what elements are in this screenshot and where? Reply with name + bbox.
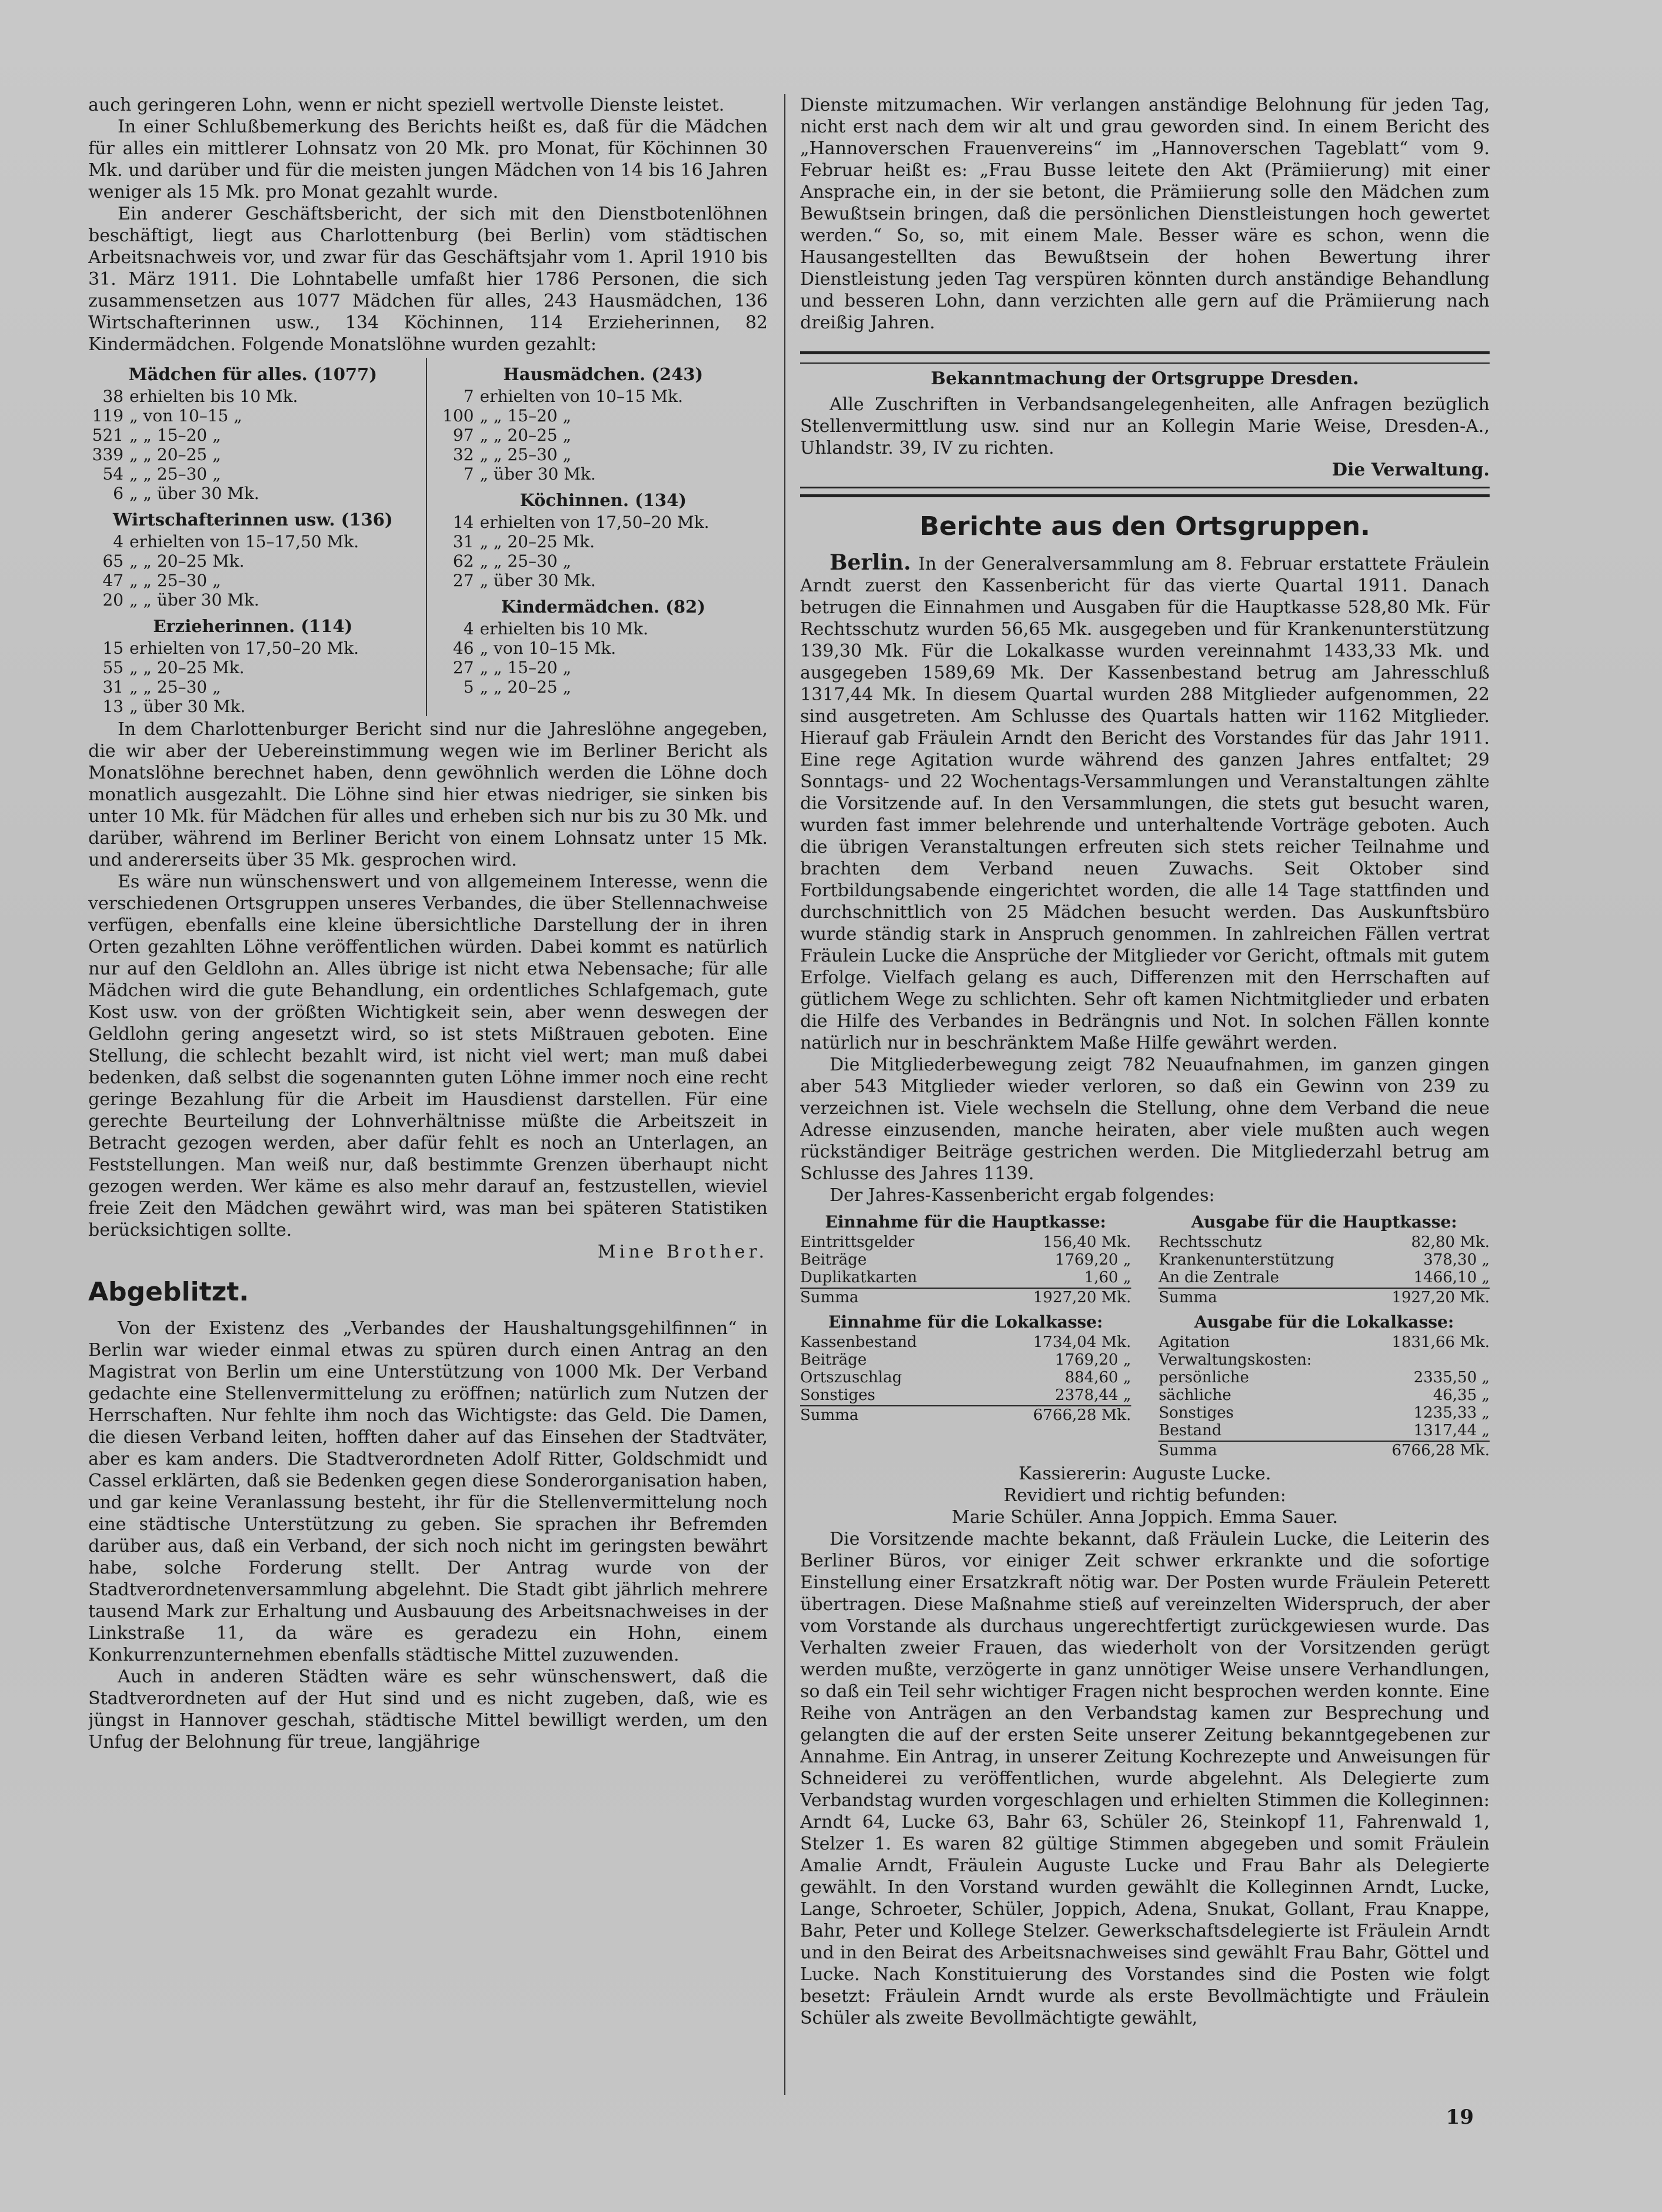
row-text: „ über 30 Mk. xyxy=(479,464,596,484)
right-column xyxy=(800,94,1490,2113)
table-rows xyxy=(88,532,418,610)
row-count: 7 xyxy=(463,464,474,484)
cash-amount: 884,60 „ xyxy=(1064,1369,1131,1386)
paragraph: In dem Charlottenburger Bericht sind nur die Jahreslöhne angegeben, die wir aber der Uebereinstimmung wegen wie im Berliner Bericht als Monatslöhne berechnet haben, denn gewöhnlich werden die Löhne doch monatlich ausgezahlt. Die Löhne sind hier etwas niedriger, sie sinken bis unter 10 Mk. für Mädchen für alles und erheben sich nur bis zu 30 Mk. und darüber, während im Berliner Bericht von einem Lohnsatz unter 15 Mk. und andererseits über 35 Mk. gesprochen wird. xyxy=(88,719,768,870)
page-number: 19 xyxy=(1445,2105,1474,2129)
table-row xyxy=(439,638,768,658)
row-text: „ „ 15–20 „ xyxy=(479,406,571,425)
cash-row xyxy=(800,1233,1131,1251)
cash-item: persönliche xyxy=(1158,1369,1249,1386)
city-heading: Berlin. xyxy=(830,550,911,575)
cash-row xyxy=(800,1351,1131,1369)
table-rows xyxy=(439,513,768,590)
table-row xyxy=(439,445,768,464)
cash-rows xyxy=(800,1333,1131,1404)
table-rows xyxy=(439,619,768,697)
table-heading: Köchinnen. (134) xyxy=(519,490,687,510)
table-row xyxy=(439,532,768,551)
table-heading: Erzieherinnen. (114) xyxy=(153,616,353,636)
cash-amount: 1769,20 „ xyxy=(1055,1251,1131,1269)
cash-row xyxy=(1158,1369,1490,1386)
row-count: 38 xyxy=(102,387,124,406)
row-count: 27 xyxy=(452,658,474,677)
table-row xyxy=(88,551,418,571)
row-text: „ „ 15–20 „ xyxy=(129,425,221,445)
notice-title: Bekanntmachung der Ortsgruppe Dresden. xyxy=(931,368,1359,389)
cash-row xyxy=(800,1386,1131,1404)
row-text: „ „ 25–30 „ xyxy=(479,551,571,571)
table-rows xyxy=(88,387,418,503)
paragraph: Auch in anderen Städten wäre es sehr wünschenswert, daß die Stadtverordneten auf der Hut sind und es nicht zugeben, daß, wie es jüngst in Hannover geschah, städtische Mittel bewilligt werden, um den Unfug der Belohnung für treue, langjährige xyxy=(88,1667,768,1752)
auditor-names: Marie Schüler. Anna Joppich. Emma Sauer. xyxy=(951,1507,1338,1528)
row-text: „ „ 15–20 „ xyxy=(479,658,571,677)
cash-amount: 1831,66 Mk. xyxy=(1391,1333,1490,1351)
notice-body: Alle Zuschriften in Verbandsangelegenheiten, alle Anfragen bezüglich Stellenvermittlung usw. sind nur an Kollegin Marie Weise, Dresden-A., Uhlandstr. 39, IV zu richten. xyxy=(800,394,1490,458)
row-count: 4 xyxy=(113,532,124,551)
cash-item: Krankenunterstützung xyxy=(1158,1251,1335,1269)
cash-item: Agitation xyxy=(1158,1333,1230,1351)
table-heading: Mädchen für alles. (1077) xyxy=(128,364,377,384)
cash-item: Beiträge xyxy=(800,1351,867,1369)
paragraph: Dienste mitzumachen. Wir verlangen anständige Belohnung für jeden Tag, nicht erst nach dem wir alt und grau geworden sind. In einem Bericht des „Hannoverschen Frauenvereins“ im „Hannoverschen Tageblatt“ vom 9. Februar heißt es: „Frau Busse leitete den Akt (Prämiierung) mit einer Ansprache ein, in der sie betont, die Prämiierung solle den Mädchen zum Bewußtsein bringen, daß die persönlichen Dienstleistungen hoch gewertet werden.“ So, so, mit einem Male. Besser wäre es schon, wenn die Hausangestellten das Bewußtsein der hohen Bewertung ihrer Dienstleistung jeden Tag verspüren könnten durch anständige Behandlung und besseren Lohn, dann verzichten alle gern auf die Prämiierung nach dreißig Jahren. xyxy=(800,95,1490,333)
sum-label: Summa xyxy=(800,1406,859,1424)
table-row xyxy=(88,464,418,484)
row-count: 46 xyxy=(452,638,474,658)
cash-report-local xyxy=(800,1310,1490,1459)
wage-table-left xyxy=(88,358,427,716)
table-row xyxy=(88,697,418,716)
column-divider xyxy=(784,94,785,2095)
cash-amount: 1734,04 Mk. xyxy=(1033,1333,1131,1351)
sum-label: Summa xyxy=(1158,1289,1217,1306)
row-count: 7 xyxy=(463,387,474,406)
table-rows xyxy=(88,638,418,716)
wage-table xyxy=(88,358,768,716)
table-row xyxy=(439,464,768,484)
row-count: 6 xyxy=(113,484,124,503)
table-heading: Ausgabe für die Hauptkasse: xyxy=(1191,1212,1457,1232)
cash-item: Sonstiges xyxy=(800,1386,875,1404)
row-count: 32 xyxy=(452,445,474,464)
row-count: 97 xyxy=(452,425,474,445)
table-heading: Ausgabe für die Lokalkasse: xyxy=(1194,1312,1454,1332)
row-count: 62 xyxy=(452,551,474,571)
sum-label: Summa xyxy=(800,1289,859,1306)
cash-amount: 2335,50 „ xyxy=(1413,1369,1490,1386)
row-text: „ „ 20–25 Mk. xyxy=(129,658,245,677)
cash-item: Kassenbestand xyxy=(800,1333,917,1351)
row-count: 47 xyxy=(102,571,124,590)
paragraph: In einer Schlußbemerkung des Berichts heißt es, daß für die Mädchen für alles ein mittlerer Lohnsatz von 20 Mk. pro Monat, für Köchinnen 30 Mk. und darüber und für die meisten jungen Mädchen von 14 bis 16 Jahren weniger als 15 Mk. pro Monat gezahlt wurde. xyxy=(88,117,768,202)
table-heading: Wirtschafterinnen usw. (136) xyxy=(112,510,393,530)
table-rows xyxy=(439,387,768,484)
row-count: 100 xyxy=(442,406,474,425)
table-heading: Einnahme für die Hauptkasse: xyxy=(825,1212,1107,1232)
cash-item: sächliche xyxy=(1158,1386,1231,1404)
cash-row xyxy=(1158,1422,1490,1439)
cash-rows xyxy=(1158,1333,1490,1439)
table-row xyxy=(88,658,418,677)
sum-amount: 6766,28 Mk. xyxy=(1391,1442,1490,1459)
cash-item: Bestand xyxy=(1158,1422,1222,1439)
cash-item: An die Zentrale xyxy=(1158,1269,1280,1286)
row-text: „ „ über 30 Mk. xyxy=(129,484,259,503)
row-count: 20 xyxy=(102,590,124,610)
cash-amount xyxy=(1390,1351,1490,1369)
table-heading: Hausmädchen. (243) xyxy=(503,364,704,384)
row-text: „ von 10–15 „ xyxy=(129,406,242,425)
table-row xyxy=(88,590,418,610)
sum-label: Summa xyxy=(1158,1442,1217,1459)
row-text: erhielten von 17,50–20 Mk. xyxy=(129,638,359,658)
row-text: „ „ über 30 Mk. xyxy=(129,590,259,610)
row-count: 27 xyxy=(452,571,474,590)
expense-local xyxy=(1158,1310,1490,1459)
sum-amount: 1927,20 Mk. xyxy=(1391,1289,1490,1306)
table-heading: Einnahme für die Lokalkasse: xyxy=(828,1312,1103,1332)
cash-row xyxy=(1158,1386,1490,1404)
cash-sum xyxy=(800,1288,1131,1306)
table-row xyxy=(439,658,768,677)
table-heading: Kindermädchen. (82) xyxy=(501,597,705,617)
cash-row xyxy=(1158,1251,1490,1269)
paragraph: In der Generalversammlung am 8. Februar erstattete Fräulein Arndt zuerst den Kassenbericht für das vierte Quartal 1911. Danach betrugen die Einnahmen und Ausgaben für die Hauptkasse 528,80 Mk. Für Rechtsschutz wurden 56,65 Mk. ausgegeben und für Krankenunterstützung 139,30 Mk. Für die Lokalkasse wurden vereinnahmt 1433,33 Mk. und ausgegeben 1589,69 Mk. Der Kassenbestand betrug am Jahresschluß 1317,44 Mk. In diesem Quartal wurden 288 Mitglieder aufgenommen, 22 sind ausgetreten. Am Schlusse des Quartals hatten wir 1162 Mitglieder. Hierauf gab Fräulein Arndt den Bericht des Vorstandes für das Jahr 1911. Eine rege Agitation wurde während des ganzen Jahres entfaltet; 29 Sonntags- und 22 Wochentags-Versammlungen und Veranstaltungen zählte die Vorsitzende auf. In den Versammlungen, die stets gut besucht waren, wurden fast immer belehrende und unterhaltende Vorträge geboten. Auch die übrigen Veranstaltungen erfreuten sich stets reicher Teilnahme und brachten dem Verband neuen Zuwachs. Seit Oktober sind Fortbildungsabende eingerichtet worden, die alle 14 Tage stattfinden und durchschnittlich von 25 Mädchen besucht werden. Das Auskunftsbüro wurde ständig stark in Anspruch genommen. In zahlreichen Fällen vertrat Fräulein Lucke die Ansprüche der Mitglieder vor Gericht, oftmals mit gutem Erfolge. Vielfach gelang es auch, Differenzen mit den Herrschaften auf gütlichem Wege zu schlichten. Sehr oft kamen Nichtmitglieder und erbaten die Hilfe des Verbandes in Bedrängnis und Not. In solchen Fällen konnte natürlich nur in beschränktem Maße Hilfe gewährt werden. xyxy=(800,554,1490,1053)
table-row xyxy=(439,387,768,406)
row-count: 119 xyxy=(92,406,124,425)
row-text: „ über 30 Mk. xyxy=(479,571,596,590)
sum-amount: 1927,20 Mk. xyxy=(1033,1289,1131,1306)
table-row xyxy=(439,406,768,425)
cash-row xyxy=(800,1369,1131,1386)
cash-row xyxy=(1158,1269,1490,1286)
treasurer: Kassiererin: Auguste Lucke. xyxy=(1018,1463,1271,1484)
left-column xyxy=(88,94,768,2095)
row-text: erhielten bis 10 Mk. xyxy=(129,387,298,406)
cash-row xyxy=(1158,1351,1490,1369)
table-row xyxy=(88,387,418,406)
cash-report-main xyxy=(800,1210,1490,1306)
cash-row xyxy=(1158,1333,1490,1351)
row-text: „ „ 20–25 Mk. xyxy=(129,551,245,571)
row-count: 4 xyxy=(463,619,474,638)
cash-amount: 1235,33 „ xyxy=(1413,1404,1490,1422)
cash-item: Ortszuschlag xyxy=(800,1369,902,1386)
cash-amount: 156,40 Mk. xyxy=(1043,1233,1131,1251)
table-row xyxy=(439,513,768,532)
cash-sum xyxy=(800,1405,1131,1424)
row-text: „ über 30 Mk. xyxy=(129,697,246,716)
audit-note: Revidiert und richtig befunden: xyxy=(1003,1485,1287,1506)
expense-main xyxy=(1158,1210,1490,1306)
row-text: „ „ 20–25 „ xyxy=(479,425,571,445)
row-text: „ „ 25–30 „ xyxy=(129,571,221,590)
table-row xyxy=(88,638,418,658)
income-local xyxy=(800,1310,1131,1459)
cash-item: Rechtsschutz xyxy=(1158,1233,1263,1251)
cash-amount: 1769,20 „ xyxy=(1055,1351,1131,1369)
row-text: „ „ 25–30 „ xyxy=(479,445,571,464)
row-count: 55 xyxy=(102,658,124,677)
cash-sum xyxy=(1158,1288,1490,1306)
table-row xyxy=(439,619,768,638)
table-row xyxy=(439,677,768,697)
table-row xyxy=(88,677,418,697)
paragraph: Ein anderer Geschäftsbericht, der sich mit den Dienstbotenlöhnen beschäftigt, liegt aus Charlottenburg (bei Berlin) vom städtischen Arbeitsnachweis vor, und zwar für das Geschäftsjahr vom 1. April 1910 bis 31. März 1911. Die Lohntabelle umfaßt hier 1786 Personen, die sich zusammensetzen aus 1077 Mädchen für alles, 243 Hausmädchen, 136 Wirtschafterinnen usw., 134 Köchinnen, 114 Erzieherinnen, 82 Kindermädchen. Folgende Monatslöhne wurden gezahlt: xyxy=(88,204,768,355)
cash-row xyxy=(800,1269,1131,1286)
cash-amount: 46,35 „ xyxy=(1433,1386,1490,1404)
cash-item: Beiträge xyxy=(800,1251,867,1269)
cash-rows xyxy=(800,1233,1131,1286)
row-count: 13 xyxy=(102,697,124,716)
row-text: „ „ 20–25 „ xyxy=(129,445,221,464)
paragraph: Von der Existenz des „Verbandes der Haushaltungsgehilfinnen“ in Berlin war wieder einmal etwas zu spüren durch einen Antrag an den Magistrat von Berlin um eine Unterstützung von 1000 Mk. Der Verband gedachte eine Stellenvermittelung zu eröffnen; natürlich zum Nutzen der Herrschaften. Nur fehlte ihm noch das Wichtigste: das Geld. Die Damen, die diesen Verband leiten, hofften daher auf das Einsehen der Stadtväter, aber es kam anders. Die Stadtverordneten Adolf Ritter, Goldschmidt und Cassel erklärten, daß sie Bedenken gegen diese Sonderorganisation haben, und gar keine Veranlassung besteht, ihr für die Stellenvermittelung noch eine städtische Unterstützung zu geben. Sie sprachen ihr Befremden darüber aus, daß ein Verband, der sich noch nicht im geringsten bewährt habe, solche Forderung stellt. Der Antrag wurde von der Stadtverordnetenversammlung abgelehnt. Die Stadt gibt jährlich mehrere tausend Mark zur Erhaltung und Ausbauung des Arbeitsnachweises in der Linkstraße 11, da wäre es geradezu ein Hohn, einem Konkurrenzunternehmen ebenfalls städtische Mittel zuzuwenden. xyxy=(88,1318,768,1665)
row-count: 15 xyxy=(102,638,124,658)
article-heading: Abgeblitzt. xyxy=(88,1277,249,1307)
section-heading: Berichte aus den Ortsgruppen. xyxy=(920,511,1370,541)
cash-amount: 2378,44 „ xyxy=(1055,1386,1131,1404)
notice-signature: Die Verwaltung. xyxy=(1332,460,1490,480)
row-text: „ „ 20–25 „ xyxy=(479,677,571,697)
paragraph: Es wäre nun wünschenswert und von allgemeinem Interesse, wenn die verschiedenen Ortsgruppen unseres Verbandes, die über Stellennachweise verfügen, ebenfalls eine kleine übersichtliche Darstellung der in ihren Orten gezahlten Löhne veröffentlichen würden. Dabei kommt es natürlich nur auf den Geldlohn an. Alles übrige ist nicht etwa Nebensache; für alle Mädchen wird die gute Behandlung, ein ordentliches Schlafgemach, gute Kost usw. von der größten Wichtigkeit sein, aber wenn deswegen der Geldlohn gering angesetzt wird, so ist stets Mißtrauen geboten. Eine Stellung, die schlecht bezahlt wird, ist nicht viel wert; man muß dabei bedenken, daß selbst die sogenannten guten Löhne immer noch eine recht geringe Bezahlung für die Arbeit im Hausdienst darstellen. Für eine gerechte Beurteilung der Lohnverhältnisse müßte die Arbeitszeit in Betracht gezogen werden, aber dafür fehlt es noch an Unterlagen, an Feststellungen. Man weiß nur, daß bestimmte Grenzen überhaupt nicht gezogen werden. Wer käme es also mehr darauf an, festzustellen, wieviel freie Zeit den Mädchen gewährt wird, was man bei späteren Statistiken berücksichtigen sollte. xyxy=(88,872,768,1240)
cash-rows xyxy=(1158,1233,1490,1286)
cash-row xyxy=(800,1251,1131,1269)
section-rule xyxy=(800,351,1490,364)
income-main xyxy=(800,1210,1131,1306)
cash-row xyxy=(1158,1233,1490,1251)
table-row xyxy=(88,445,418,464)
paragraph: Die Vorsitzende machte bekannt, daß Fräulein Lucke, die Leiterin des Berliner Büros, vor einiger Zeit schwer erkrankte und die sofortige Einstellung einer Ersatzkraft nötig war. Der Posten wurde Fräulein Peterett übertragen. Diese Maßnahme stieß auf vereinzelten Widerspruch, der aber vom Vorstande als durchaus ungerechtfertigt zurückgewiesen wurde. Das Verhalten zweier Frauen, das wiederholt von der Vorsitzenden gerügt werden mußte, verzögerte in ganz unnötiger Weise unsere Verhandlungen, so daß ein Teil sehr wichtiger Fragen nicht besprochen werden konnte. Eine Reihe von Anträgen an den Verbandstag kamen zur Besprechung und gelangten die auf der ersten Seite unserer Zeitung bekanntgegebenen zur Annahme. Ein Antrag, in unserer Zeitung Kochrezepte und Anweisungen für Schneiderei zu veröffentlichen, wurde abgelehnt. Als Delegierte zum Verbandstag wurden vorgeschlagen und erhielten Stimmen die Kolleginnen: Arndt 64, Lucke 63, Bahr 63, Schüler 26, Steinkopf 11, Fahrenwald 1, Stelzer 1. Es waren 82 gültige Stimmen abgegeben und somit Fräulein Amalie Arndt, Fräulein Auguste Lucke und Frau Bahr als Delegierte gewählt. In den Vorstand wurden gewählt die Kolleginnen Arndt, Lucke, Lange, Schroeter, Schüler, Joppich, Adena, Snukat, Gollant, Frau Knappe, Bahr, Peter und Kollege Stelzer. Gewerkschaftsdelegierte ist Fräulein Arndt und in den Beirat des Arbeitsnachweises sind gewählt Frau Bahr, Göttel und Lucke. Nach Konstituierung des Vorstandes sind die Posten wie folgt besetzt: Fräulein Arndt wurde als erste Bevollmächtigte und Fräulein Schüler als zweite Bevollmächtigte gewählt, xyxy=(800,1529,1490,2028)
table-row xyxy=(439,571,768,590)
cash-item: Verwaltungskosten: xyxy=(1158,1351,1312,1369)
wage-table-right xyxy=(427,358,768,716)
table-row xyxy=(439,551,768,571)
row-text: erhielten bis 10 Mk. xyxy=(479,619,648,638)
table-row xyxy=(88,532,418,551)
paragraph: Die Mitgliederbewegung zeigt 782 Neuaufnahmen, im ganzen gingen aber 543 Mitglieder wieder verloren, so daß ein Gewinn von 239 zu verzeichnen ist. Viele wechseln die Stellung, ohne dem Verband die neue Adresse einzusenden, manche heiraten, aber viele mußten auch wegen rückständiger Beiträge gestrichen werden. Die Mitgliederzahl betrug am Schlusse des Jahres 1139. xyxy=(800,1055,1490,1184)
cash-sum xyxy=(1158,1441,1490,1459)
table-row xyxy=(88,484,418,503)
cash-amount: 378,30 „ xyxy=(1423,1251,1490,1269)
cash-item: Sonstiges xyxy=(1158,1404,1234,1422)
table-row xyxy=(88,425,418,445)
row-text: „ von 10–15 Mk. xyxy=(479,638,617,658)
row-text: erhielten von 15–17,50 Mk. xyxy=(129,532,359,551)
cash-amount: 1317,44 „ xyxy=(1413,1422,1490,1439)
row-count: 54 xyxy=(102,464,124,484)
row-count: 31 xyxy=(452,532,474,551)
row-count: 339 xyxy=(92,445,124,464)
table-row xyxy=(439,425,768,445)
row-count: 65 xyxy=(102,551,124,571)
cash-item: Eintrittsgelder xyxy=(800,1233,915,1251)
cash-amount: 1,60 „ xyxy=(1084,1269,1131,1286)
sum-amount: 6766,28 Mk. xyxy=(1033,1406,1131,1424)
paragraph: Der Jahres-Kassenbericht ergab folgendes: xyxy=(830,1185,1215,1206)
cash-row xyxy=(800,1333,1131,1351)
section-rule xyxy=(800,487,1490,497)
row-count: 31 xyxy=(102,677,124,697)
author-signature: Mine Brother. xyxy=(597,1242,768,1262)
row-text: erhielten von 10–15 Mk. xyxy=(479,387,684,406)
cash-amount: 82,80 Mk. xyxy=(1411,1233,1490,1251)
row-count: 14 xyxy=(452,513,474,532)
row-text: „ „ 20–25 Mk. xyxy=(479,532,595,551)
row-text: erhielten von 17,50–20 Mk. xyxy=(479,513,710,532)
cash-row xyxy=(1158,1404,1490,1422)
row-count: 5 xyxy=(463,677,474,697)
row-text: „ „ 25–30 „ xyxy=(129,464,221,484)
table-row xyxy=(88,406,418,425)
cash-amount: 1466,10 „ xyxy=(1413,1269,1490,1286)
row-text: „ „ 25–30 „ xyxy=(129,677,221,697)
row-count: 521 xyxy=(92,425,124,445)
cash-item: Duplikatkarten xyxy=(800,1269,917,1286)
paragraph: auch geringeren Lohn, wenn er nicht speziell wertvolle Dienste leistet. xyxy=(88,95,725,115)
table-row xyxy=(88,571,418,590)
